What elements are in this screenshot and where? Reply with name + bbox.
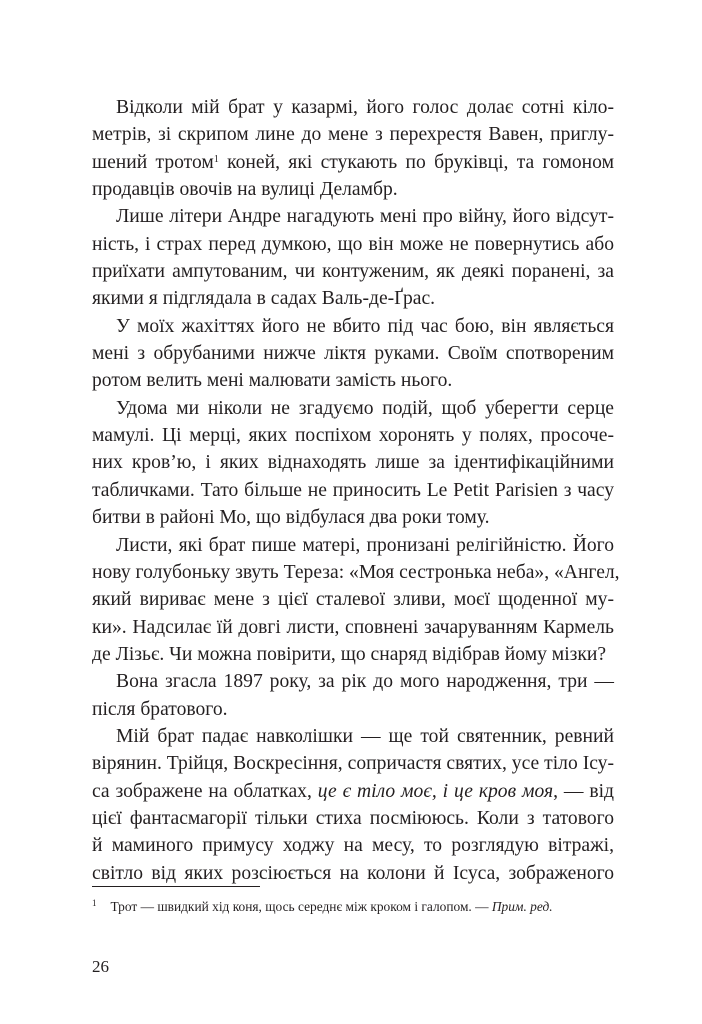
page-number: 26 bbox=[92, 957, 109, 976]
text-line bbox=[92, 504, 614, 531]
text-segment: табличками. Тато більше не приносить Le Petit Parisien з часу bbox=[92, 479, 614, 501]
text-line bbox=[92, 340, 614, 367]
text-line bbox=[92, 285, 614, 312]
text-segment: Вона згасла 1897 року, за рік до мого народження, три — bbox=[116, 671, 614, 693]
footnote-text: Трот — швидкий хід коня, щось середнє між кроком і галопом. — bbox=[110, 899, 492, 914]
text-line bbox=[92, 176, 614, 203]
text-line bbox=[92, 94, 614, 121]
text-segment: битви в районі Мо, що відбулася два роки тому. bbox=[92, 507, 490, 529]
text-line bbox=[92, 668, 614, 695]
text-line bbox=[92, 778, 614, 805]
paragraph bbox=[92, 94, 614, 203]
text-segment: мамулі. Ці мерці, яких поспіхом хоронять у полях, просоче- bbox=[92, 425, 614, 447]
text-segment: після братового. bbox=[92, 698, 228, 720]
text-segment: са зображене на облатках, bbox=[92, 780, 318, 802]
text-segment: ки». Надсилає їй довгі листи, сповнені зачаруванням Кармель bbox=[92, 616, 614, 638]
text-line bbox=[92, 832, 614, 859]
text-segment: ротом велить мені малювати замість нього. bbox=[92, 370, 453, 392]
text-line bbox=[92, 696, 614, 723]
text-line bbox=[92, 559, 620, 586]
text-line bbox=[92, 258, 614, 285]
text-line bbox=[92, 586, 614, 613]
text-segment: Мій брат падає навколішки — ще той святенник, ревний bbox=[116, 725, 614, 747]
paragraph bbox=[92, 723, 614, 887]
text-line bbox=[92, 395, 614, 422]
text-segment: Лише літери Андре нагадують мені про війну, його відсут- bbox=[116, 206, 614, 228]
text-segment: Відколи мій брат у казармі, його голос долає сотні кіло- bbox=[116, 97, 614, 118]
footnote-number: 1 bbox=[92, 898, 97, 908]
paragraph bbox=[92, 203, 614, 312]
paragraph bbox=[92, 395, 614, 532]
text-line bbox=[92, 313, 614, 340]
text-segment: У моїх жахіттях його не вбито під час бою, він являється bbox=[116, 315, 614, 337]
footnote-reference[interactable]: 1 bbox=[213, 153, 219, 165]
text-segment: світло від яких розсіюється на колони й Ісуса, зображеного bbox=[92, 862, 614, 884]
text-segment: ність, і страх перед думкою, що він може не повернутись або bbox=[92, 233, 614, 255]
footnote-editor-note: Прим. ред. bbox=[491, 899, 553, 914]
text-line bbox=[92, 231, 614, 258]
text-segment: продавців овочів на вулиці Деламбр. bbox=[92, 179, 398, 201]
text-line bbox=[92, 422, 614, 449]
italic-text: це є тіло моє, і це кров моя bbox=[317, 780, 554, 802]
paragraph bbox=[92, 668, 614, 723]
text-segment: коней, які стукають по бруківці, та гомоном bbox=[218, 151, 614, 173]
text-segment: вірянин. Трійця, Воскресіння, сопричастя святих, усе тіло Ісу- bbox=[92, 753, 614, 775]
text-line bbox=[92, 532, 614, 559]
text-segment: якими я підглядала в садах Валь-де-Ґрас. bbox=[92, 288, 436, 310]
text-segment: них кров’ю, і яких віднаходять лише за ідентифікаційними bbox=[92, 452, 614, 474]
text-segment: Листи, які брат пише матері, пронизані релігійністю. Його bbox=[116, 534, 614, 556]
text-segment: мені з обрубаними нижче ліктя руками. Своїм спотвореним bbox=[92, 343, 614, 365]
text-segment: де Лізьє. Чи можна повірити, що снаряд відібрав йому мізки? bbox=[92, 643, 607, 665]
text-segment: метрів, зі скрипом лине до мене з перехрестя Вавен, приглу- bbox=[92, 124, 614, 146]
text-segment: цієї фантасмагорії тільки стиха посміююсь. Коли з татового bbox=[92, 807, 614, 829]
text-line bbox=[92, 367, 614, 394]
text-line bbox=[92, 449, 614, 476]
text-line bbox=[92, 750, 614, 777]
text-line bbox=[92, 149, 614, 176]
body-text bbox=[92, 94, 620, 887]
text-segment: нову голубоньку звуть Тереза: «Моя сестронька неба», «Ангел, bbox=[92, 561, 620, 583]
text-line bbox=[92, 121, 614, 148]
text-line bbox=[92, 203, 614, 230]
text-segment: , — від bbox=[553, 780, 614, 802]
text-segment: приїхати ампутованим, чи контуженим, як деякі поранені, за bbox=[92, 261, 614, 283]
text-line bbox=[92, 723, 614, 750]
paragraph bbox=[92, 532, 620, 669]
text-segment: й маминого примусу ходжу на месу, то розглядую вітражі, bbox=[92, 835, 614, 857]
text-line bbox=[92, 805, 614, 832]
text-line bbox=[92, 641, 614, 668]
text-segment: Удома ми ніколи не згадуємо подій, щоб уберегти серце bbox=[116, 397, 614, 419]
text-segment: шений тротом bbox=[92, 151, 214, 173]
paragraph bbox=[92, 313, 614, 395]
text-line bbox=[92, 860, 614, 887]
text-line bbox=[92, 477, 614, 504]
footnote bbox=[92, 898, 553, 915]
text-segment: який вириває мене з цієї сталевої зливи, моєї щоденної му- bbox=[92, 589, 614, 611]
text-line bbox=[92, 614, 614, 641]
footnote-divider bbox=[92, 886, 260, 887]
